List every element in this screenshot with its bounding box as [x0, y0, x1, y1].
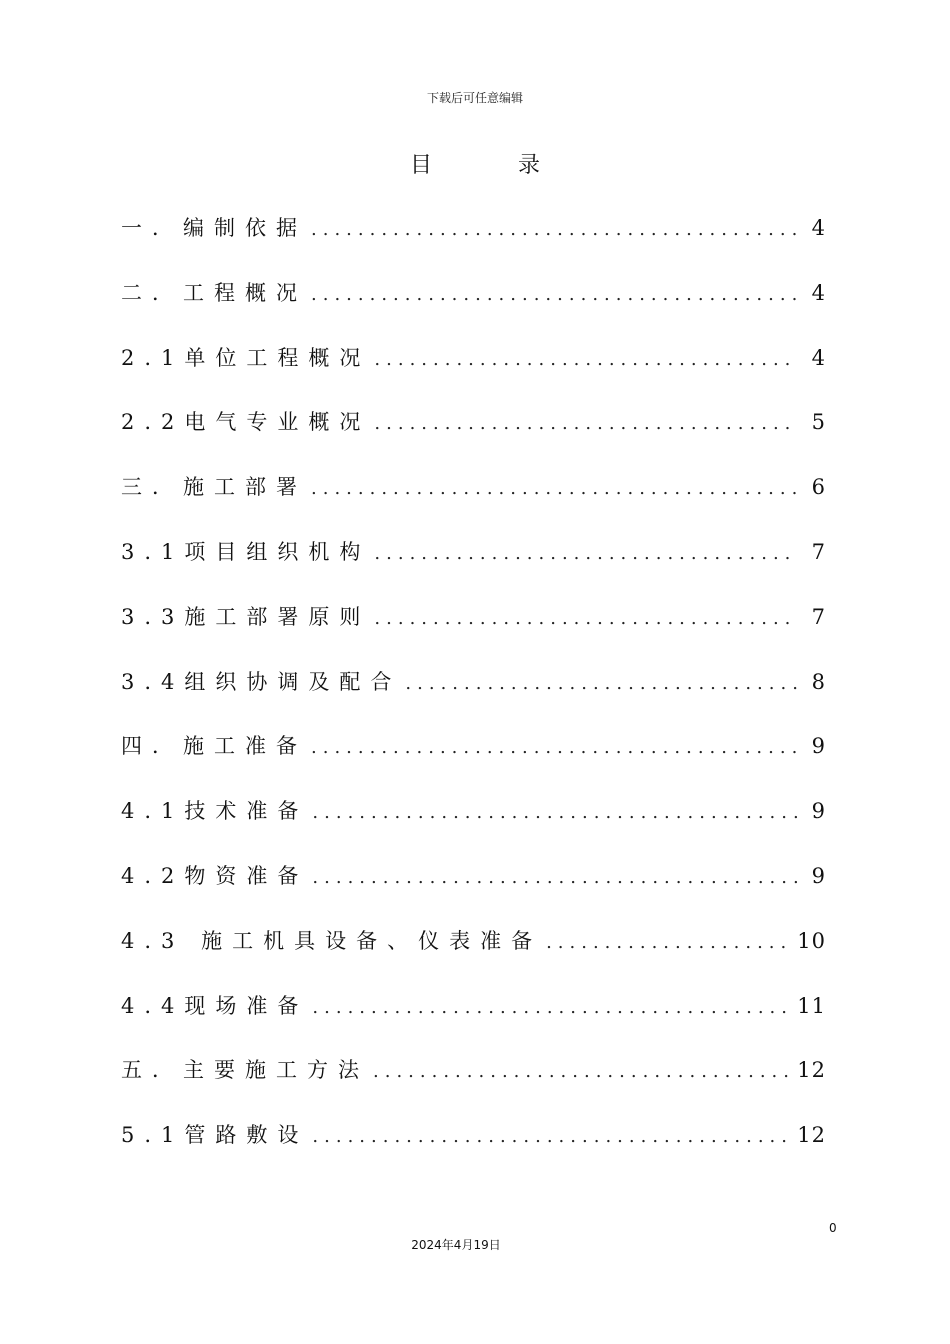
toc-leader-dots [374, 608, 798, 629]
toc-entry[interactable] [121, 730, 826, 795]
toc-entry[interactable] [121, 406, 826, 471]
toc-entry[interactable] [121, 666, 826, 731]
toc-leader-dots [312, 867, 798, 888]
toc-entry-page: 6 [811, 475, 826, 500]
toc-entry-page: 12 [797, 1058, 826, 1083]
toc-entry-label: 2.1单位工程概况 [121, 345, 371, 370]
toc-entry-label: 4.3 施工机具设备、仪表准备 [121, 928, 543, 953]
toc-entry-label: 3.1项目组织机构 [121, 539, 371, 564]
toc-entry-page: 4 [811, 216, 826, 240]
toc-leader-dots [374, 349, 798, 370]
toc-leader-dots [312, 802, 798, 823]
toc-leader-dots [374, 543, 798, 564]
toc-entry-label: 三．施工部署 [121, 475, 307, 500]
toc-entry-label: 4.1技术准备 [121, 799, 309, 824]
page-number: 0 [829, 1221, 837, 1235]
toc-entry-page: 10 [797, 928, 826, 953]
toc-leader-dots [546, 932, 791, 953]
toc-leader-dots [312, 1126, 791, 1147]
toc-entry[interactable] [121, 601, 826, 666]
toc-entry-page: 5 [811, 410, 826, 435]
toc-entry-label: 4.4现场准备 [121, 993, 309, 1018]
toc-entry-label: 4.2物资准备 [121, 863, 309, 888]
toc-entry-label: 3.4组织协调及配合 [121, 669, 402, 694]
toc-leader-dots [311, 737, 798, 758]
footer-date: 2024年4月19日 [411, 1238, 501, 1252]
toc-entry-page: 4 [811, 345, 826, 370]
toc-entry-page: 9 [811, 734, 826, 759]
toc-title: 目录 [409, 153, 626, 178]
toc-entry[interactable] [121, 342, 826, 407]
table-of-contents [121, 212, 826, 1184]
toc-entry-label: 二．工程概况 [121, 280, 307, 305]
toc-entry-label: 5.1管路敷设 [121, 1123, 309, 1148]
toc-leader-dots [373, 1061, 791, 1082]
toc-entry-page: 11 [797, 993, 826, 1018]
toc-entry-label: 3.3施工部署原则 [121, 604, 371, 629]
toc-entry-page: 12 [797, 1123, 826, 1148]
toc-entry-page: 9 [811, 863, 826, 888]
toc-entry[interactable] [121, 860, 826, 925]
toc-entry-label: 2.2电气专业概况 [121, 410, 371, 435]
toc-entry-page: 7 [811, 604, 826, 629]
toc-entry-page: 7 [811, 539, 826, 564]
toc-entry[interactable] [121, 536, 826, 601]
toc-leader-dots [374, 413, 798, 434]
toc-entry-page: 9 [811, 799, 826, 824]
toc-leader-dots [311, 478, 798, 499]
toc-entry[interactable] [121, 1119, 826, 1184]
header-note: 下载后可任意编辑 [426, 91, 523, 105]
toc-entry-page: 4 [811, 280, 826, 305]
toc-entry[interactable] [121, 795, 826, 860]
toc-entry-label: 一．编制依据 [121, 216, 307, 240]
toc-entry[interactable] [121, 990, 826, 1055]
toc-leader-dots [312, 997, 791, 1018]
toc-entry-label: 五．主要施工方法 [121, 1058, 369, 1083]
toc-entry-page: 8 [811, 669, 826, 694]
toc-entry[interactable] [121, 925, 826, 990]
toc-entry[interactable] [121, 1054, 826, 1119]
toc-entry-label: 四．施工准备 [121, 734, 307, 759]
toc-entry[interactable] [121, 471, 826, 536]
toc-leader-dots [405, 673, 798, 694]
toc-leader-dots [311, 219, 798, 240]
toc-leader-dots [311, 284, 798, 305]
toc-entry[interactable] [121, 277, 826, 342]
toc-entry[interactable] [121, 212, 826, 277]
